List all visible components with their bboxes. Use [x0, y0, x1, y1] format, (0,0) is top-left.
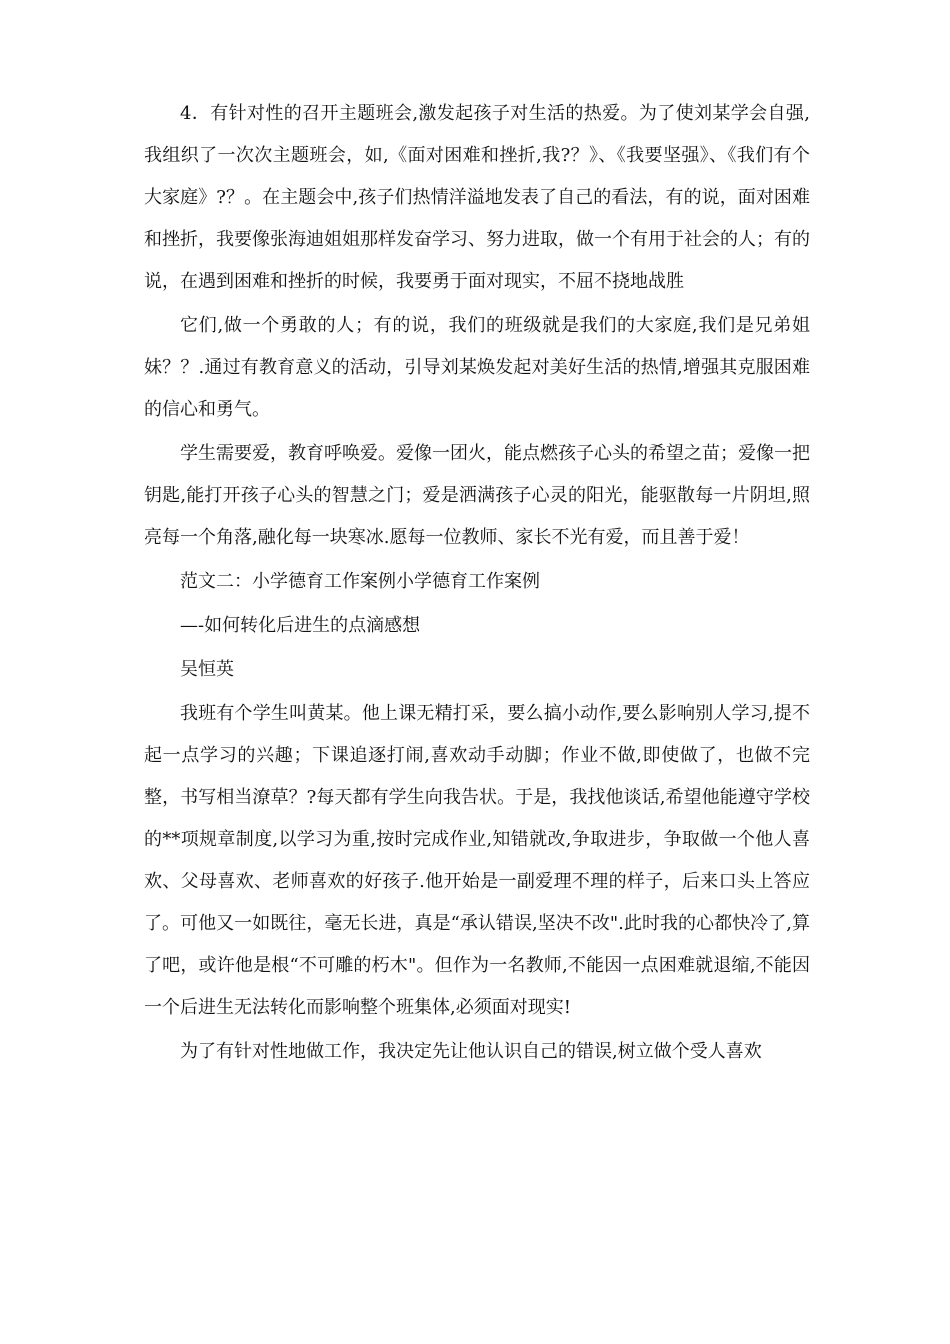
document-body	[144, 93, 810, 1073]
section-heading: 范文二：小学德育工作案例小学德育工作案例	[180, 571, 540, 592]
author-name: 吴恒英	[180, 659, 234, 680]
paragraph-targeted-work: 为了有针对性地做工作，我决定先让他认识自己的错误,树立做个受人喜欢	[180, 1041, 762, 1062]
paragraph-student-case: 我班有个学生叫黄某。他上课无精打采，要么搞小动作,要么影响别人学习,提不起一点学习的兴趣；下课追逐打闹,喜欢动手动脚；作业不做,即使做了，也做不完整，书写相当潦草？?每天都有学生向我告状。于是，我找他谈话,希望他能遵守学校的**项规章制度,以学习为重,按时完成作业,知错就改,争取进步，争取做一个他人喜欢、父母喜欢、老师喜欢的好孩子.他开始是一副爱理不理的样子，后来口头上答应了。可他又一如既往，毫无长进，真是“承认错误,坚决不改".此时我的心都快冷了,算了吧，或许他是根“不可雕的朽木"。但作为一名教师,不能因一点困难就退缩,不能因一个后进生无法转化而影响整个班集体,必须面对现实!	[144, 703, 810, 1018]
section-subtitle: —-如何转化后进生的点滴感想	[180, 615, 421, 636]
paragraph-love-education: 学生需要爱，教育呼唤爱。爱像一团火，能点燃孩子心头的希望之苗；爱像一把钥匙,能打开孩子心头的智慧之门；爱是洒满孩子心灵的阳光，能驱散每一片阴坦,照亮每一个角落,融化每一块寒冰.愿每一位教师、家长不光有爱，而且善于爱！	[144, 443, 810, 548]
paragraph-theme-meeting: 4．有针对性的召开主题班会,激发起孩子对生活的热爱。为了使刘某学会自强,我组织了一次次主题班会，如,《面对困难和挫折,我?？》、《我要坚强》、《我们有个大家庭》?？。在主题会中,孩子们热情洋溢地发表了自己的看法，有的说，面对困难和挫折，我要像张海迪姐姐那样发奋学习、努力进取，做一个有用于社会的人；有的说，在遇到困难和挫折的时候，我要勇于面对现实，不屈不挠地战胜	[144, 103, 810, 292]
paragraph-brave-person: 它们,做一个勇敢的人；有的说，我们的班级就是我们的大家庭,我们是兄弟姐妹？？.通过有教育意义的活动，引导刘某焕发起对美好生活的热情,增强其克服困难的信心和勇气。	[144, 315, 810, 420]
